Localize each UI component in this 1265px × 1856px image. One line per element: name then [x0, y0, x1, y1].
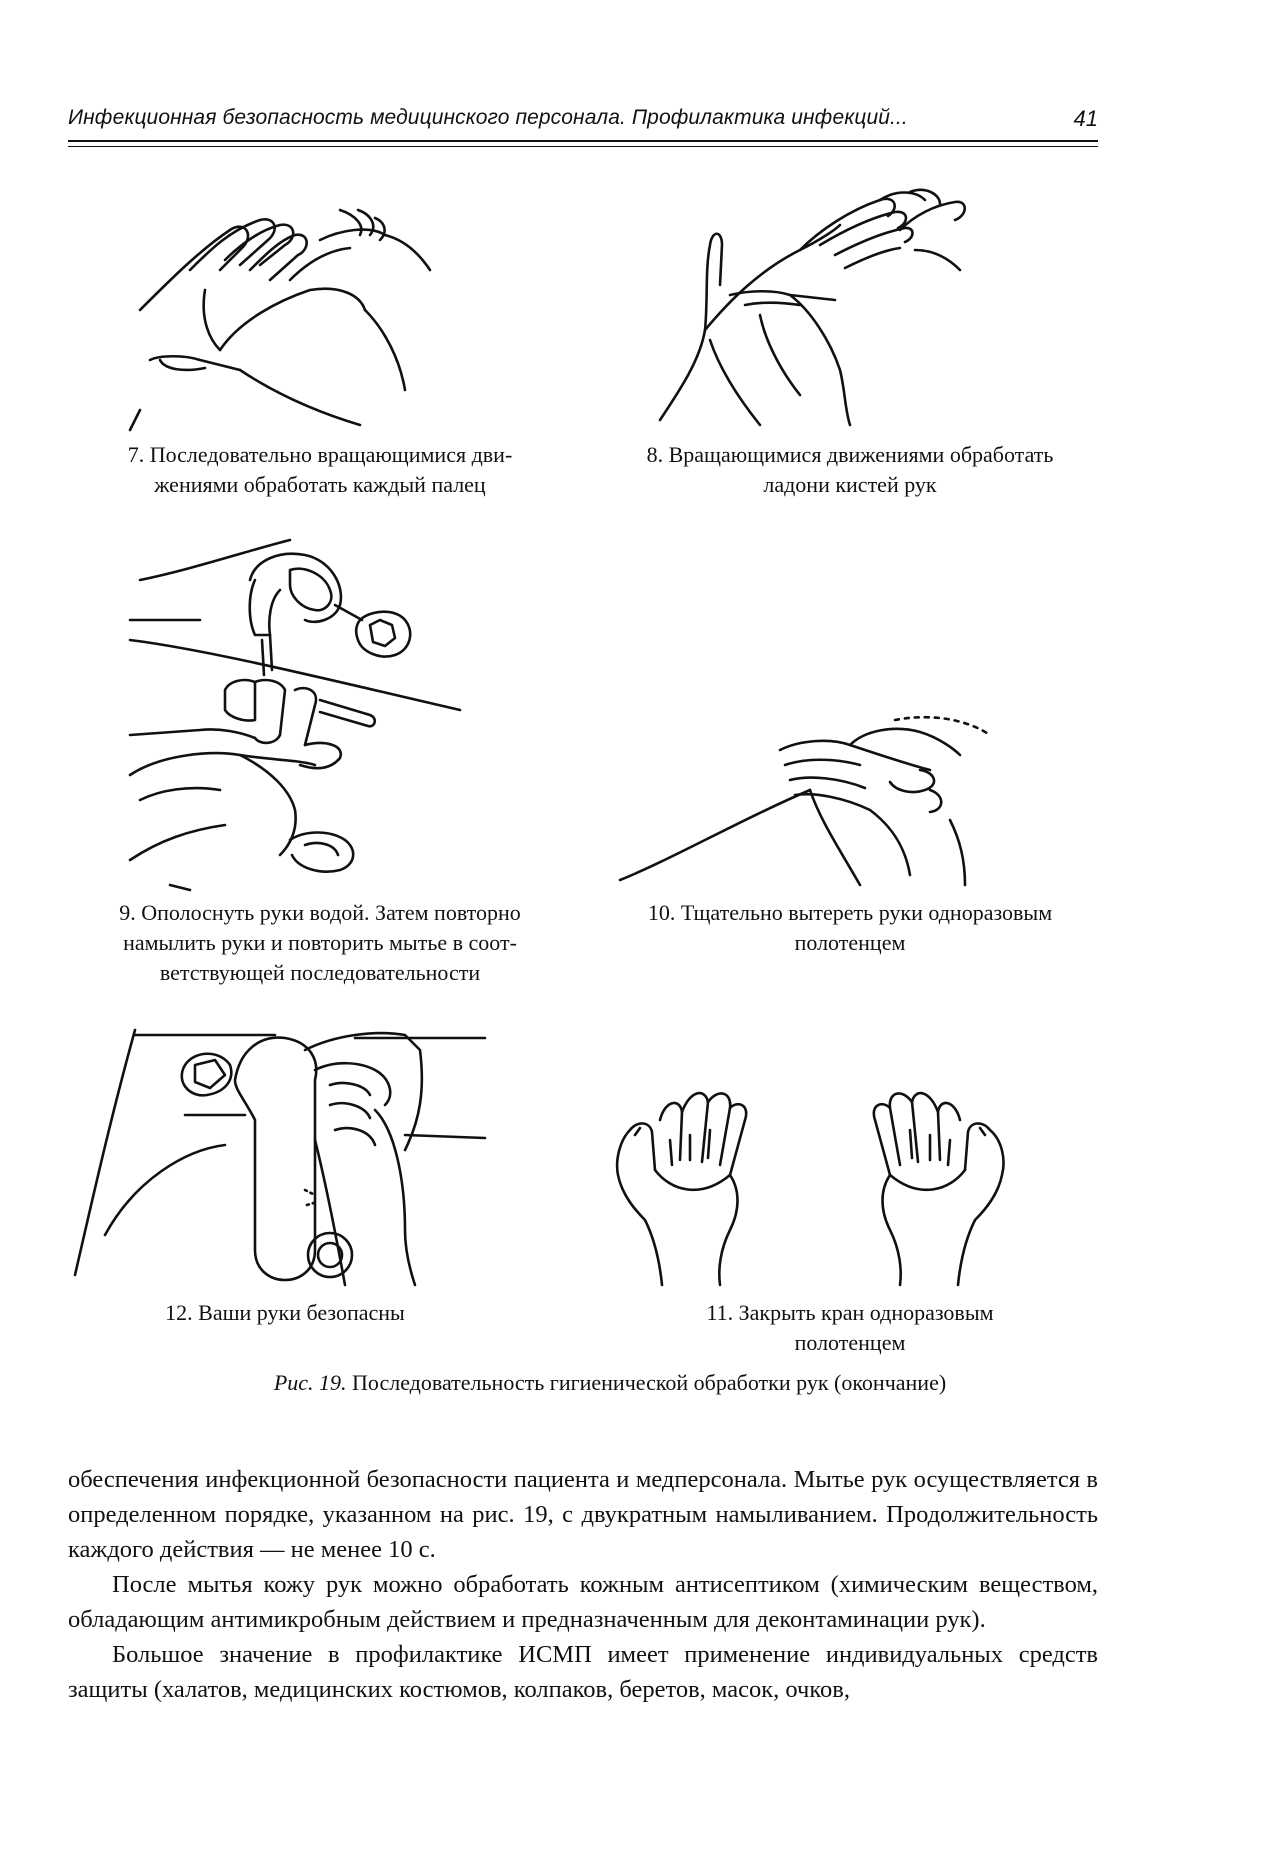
body-paragraph-1: обеспечения инфекционной безопасности пациента и медперсонала. Мытье рук осуществляется в определенном порядке, указанном на рис. 19, с двукратным намыливанием. Продолжительность каждого действия — не менее 10 с.	[68, 1466, 1098, 1563]
body-paragraph-3: Большое значение в профилактике ИСМП имеет применение индивидуальных средств защиты (халатов, медицинских костюмов, колпаков, беретов, масок, очков,	[68, 1641, 1098, 1703]
body-text	[68, 1462, 1098, 1707]
caption-step-10: 10. Тщательно вытереть руки одноразовым полотенцем	[647, 900, 1053, 955]
figure-caption-label: Рис. 19.	[273, 1370, 347, 1395]
running-title: Инфекционная безопасность медицинского персонала. Профилактика инфекций...	[68, 106, 908, 129]
figure-caption	[110, 1370, 1110, 1396]
illustration-step-9	[130, 540, 470, 890]
header-rule	[68, 140, 1098, 142]
illustration-step-8	[650, 190, 970, 430]
caption-step-7: 7. Последовательно вращающимися дви- жениями обработать каждый палец	[127, 442, 513, 497]
caption-step-8: 8. Вращающимися движениями обработать ладони кистей рук	[646, 442, 1054, 497]
illustration-step-7	[130, 210, 470, 430]
body-paragraph-2: После мытья кожу рук можно обработать кожным антисептиком (химическим веществом, обладающим антимикробным действием и предназначенным для деконтаминации рук).	[68, 1571, 1098, 1633]
figure-caption-text: Последовательность гигиенической обработки рук (окончание)	[346, 1370, 947, 1395]
illustration-step-10	[620, 710, 1000, 890]
caption-step-11: 11. Закрыть кран одноразовым полотенцем	[706, 1300, 994, 1355]
caption-step-12: 12. Ваши руки безопасны	[165, 1300, 405, 1325]
caption-step-9: 9. Ополоснуть руки водой. Затем повторно намылить руки и повторить мытье в соот- ветствующей последовательности	[119, 900, 521, 985]
illustration-step-11	[610, 1070, 1010, 1290]
running-head	[68, 106, 1098, 142]
illustration-step-12	[75, 1030, 485, 1290]
page-number: 41	[1073, 106, 1098, 131]
header-rule-thin	[68, 146, 1098, 147]
